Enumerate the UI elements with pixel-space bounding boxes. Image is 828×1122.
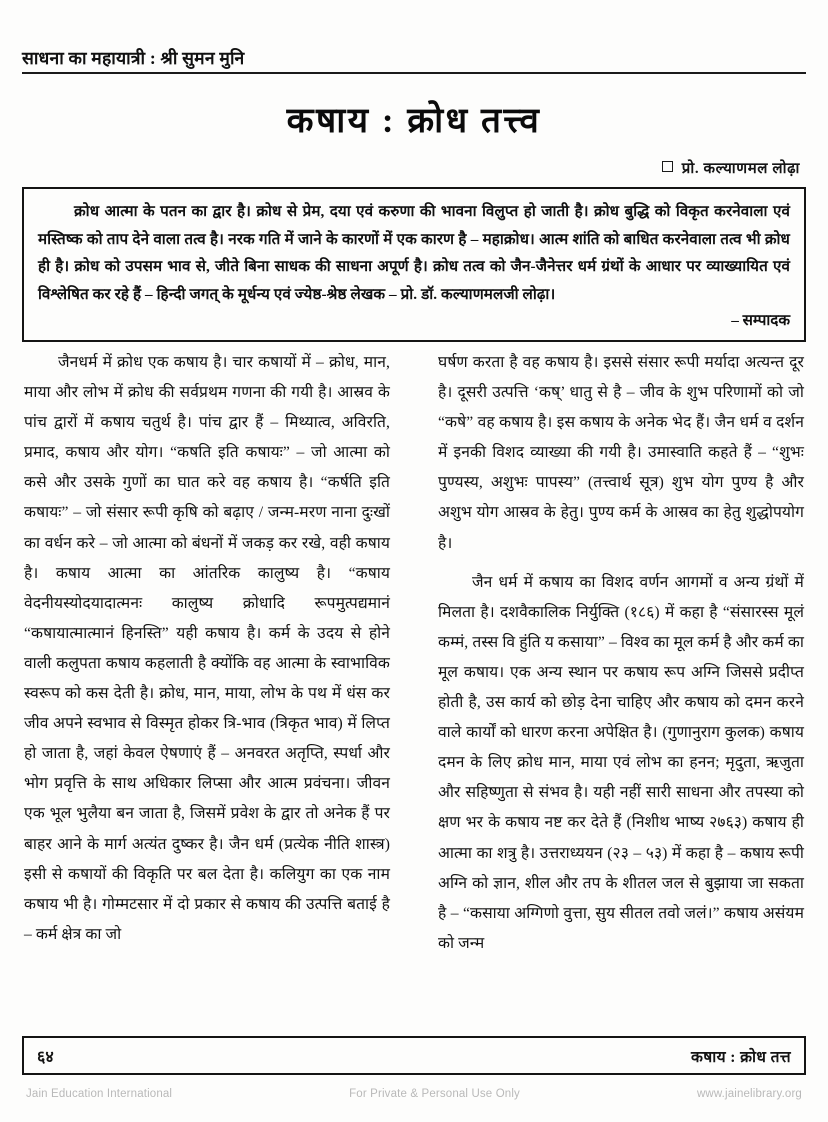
running-header bbox=[22, 48, 806, 74]
article-title: कषाय : क्रोध तत्त्व bbox=[286, 101, 542, 140]
page-number: ६४ bbox=[37, 1048, 54, 1066]
author-byline bbox=[0, 158, 828, 178]
editor-summary-box bbox=[22, 187, 806, 342]
paragraph: जैनधर्म में क्रोध एक कषाय है। चार कषायों में – क्रोध, मान, माया और लोभ में क्रोध की सर्वप्रथम गणना की गयी है। आस्रव के पांच द्वारों में कषाय चतुर्थ है। पांच द्वार हैं – मिथ्यात्व, अविरति, प्रमाद, कषाय और योग। “कषति इति कषायः” – जो आत्मा को कसे और उसके गुणों का घात करे वह कषाय है। “कर्षति इति कषायः” – जो संसार रूपी कृषि को बढ़ाए / जन्म-मरण नाना दुःखों का वर्धन करे – जो आत्मा को बंधनों में जकड़ कर रखे, वही कषाय है। कषाय आत्मा का आंतरिक कालुष्य है। “कषाय वेदनीयस्योदयादात्मनः कालुष्य क्रोधादि रूपमुत्पद्यमानं “कषायात्मात्मानं हिनस्ति” यही कषाय है। कर्म के उदय से होने वाली कलुपता कषाय कहलाती है क्योंकि वह आत्मा के स्वाभाविक स्वरूप को कस देती है। क्रोध, मान, माया, लोभ के पथ में धंस कर जीव अपने स्वभाव से विस्मृत होकर त्रि-भाव (त्रिकृत भाव) में लिप्त हो जाता है, जहां केवल ऐषणाएं हैं – अनवरत अतृप्ति, स्पर्धा और भोग प्रवृत्ति के साथ अधिकार लिप्सा और आत्म प्रवंचना। जीवन एक भूल भुलैया बन जाता है, जिसमें प्रवेश के द्वार तो अनेक हैं पर बाहर आने के मार्ग अत्यंत दुष्कर है। जैन धर्म (प्रत्येक नीति शास्त्र) इसी से कषायों की विकृति पर बल देता है। कलियुग का एक नाम कषाय भी है। गोम्मटसार में दो प्रकार से कषाय की उत्पत्ति बताई है – कर्म क्षेत्र का जो bbox=[24, 354, 390, 943]
editor-summary-text: क्रोध आत्मा के पतन का द्वार है। क्रोध से प्रेम, दया एवं करुणा की भावना विलुप्त हो जाती है। क्रोध बुद्धि को विकृत करनेवाला एवं मस्तिष्क को ताप देने वाला तत्व है। नरक गति में जाने के कारणों में एक कारण है – महाक्रोध। आत्म शांति को बाधित करनेवाला तत्व भी क्रोध ही है। क्रोध को उपसम भाव से, जीते बिना साधक की साधना अपूर्ण है। क्रोध तत्व को जैन-जैनेत्तर धर्म ग्रंथों के आधार पर व्याख्यायित एवं विश्लेषित कर रहे हैं – हिन्दी जगत् के मूर्धन्य एवं ज्येष्ठ-श्रेष्ठ लेखक – प्रो. डॉ. कल्याणमलजी लोढ़ा। bbox=[38, 203, 790, 303]
header-rule bbox=[22, 72, 806, 74]
scan-footer-right: www.jainelibrary.org bbox=[696, 1088, 802, 1100]
right-column bbox=[438, 348, 804, 959]
running-header-title: साधना का महायात्री : श्री सुमन मुनि bbox=[22, 48, 245, 68]
body-columns bbox=[24, 348, 804, 959]
left-column bbox=[24, 348, 390, 959]
footer-article-title: कषाय : क्रोध तत्त bbox=[690, 1048, 791, 1066]
page-footer-bar bbox=[22, 1036, 806, 1075]
square-bullet-icon bbox=[662, 161, 673, 172]
scan-watermark-footer bbox=[0, 1088, 828, 1100]
paragraph: जैन धर्म में कषाय का विशद वर्णन आगमों व अन्य ग्रंथों में मिलता है। दशवैकालिक निर्युक्ति (१८६) में कहा है “संसारस्स मूलं कम्मं, तस्स वि हुंति य कसाया” – विश्व का मूल कर्म है और कर्म का मूल कषाय। एक अन्य स्थान पर कषाय रूप अग्नि जिससे प्रदीप्त होती है, उस कार्य को छोड़ देना चाहिए और कषाय को दमन करने वाले कार्यों को धारण करना अपेक्षित है। (गुणानुराग कुलक) कषाय दमन के लिए क्रोध मान, माया एवं लोभ का हनन; मृदुता, ऋजुता और सहिष्णुता से संभव है। यही नहीं सारी साधना और तपस्या को क्षण भर के कषाय नष्ट कर देते हैं (निशीथ भाष्य २७६३) कषाय ही आत्मा का शत्रु है। उत्तराध्ययन (२३ – ५३) में कहा है – कषाय रूपी अग्नि को ज्ञान, शील और तप के शीतल जल से बुझाया जा सकता है – “कसाया अग्गिणो वुत्ता, सुय सीतल तवो जलं।” कषाय असंयम को जन्म bbox=[438, 573, 804, 952]
author-name: प्रो. कल्याणमल लोढ़ा bbox=[681, 161, 800, 177]
scan-footer-center: For Private & Personal Use Only bbox=[349, 1088, 520, 1100]
paragraph: घर्षण करता है वह कषाय है। इससे संसार रूपी मर्यादा अत्यन्त दूर है। दूसरी उत्पत्ति ‘कष्’ धातु से है – जीव के शुभ परिणामों को जो “कषे” वह कषाय है। इस कषाय के अनेक भेद हैं। जैन धर्म व दर्शन में इनकी विशद व्याख्या की गयी है। उमास्वाति कहते हैं – “शुभः पुण्यस्य, अशुभः पापस्य” (तत्त्वार्थ सूत्र) शुभ योग पुण्य है और अशुभ योग आस्रव के हेतु। पुण्य कर्म के आस्रव का हेतु शुद्धोपयोग है। bbox=[438, 354, 804, 552]
scan-footer-left: Jain Education International bbox=[26, 1088, 173, 1100]
editor-signature: – सम्पादक bbox=[731, 311, 790, 329]
